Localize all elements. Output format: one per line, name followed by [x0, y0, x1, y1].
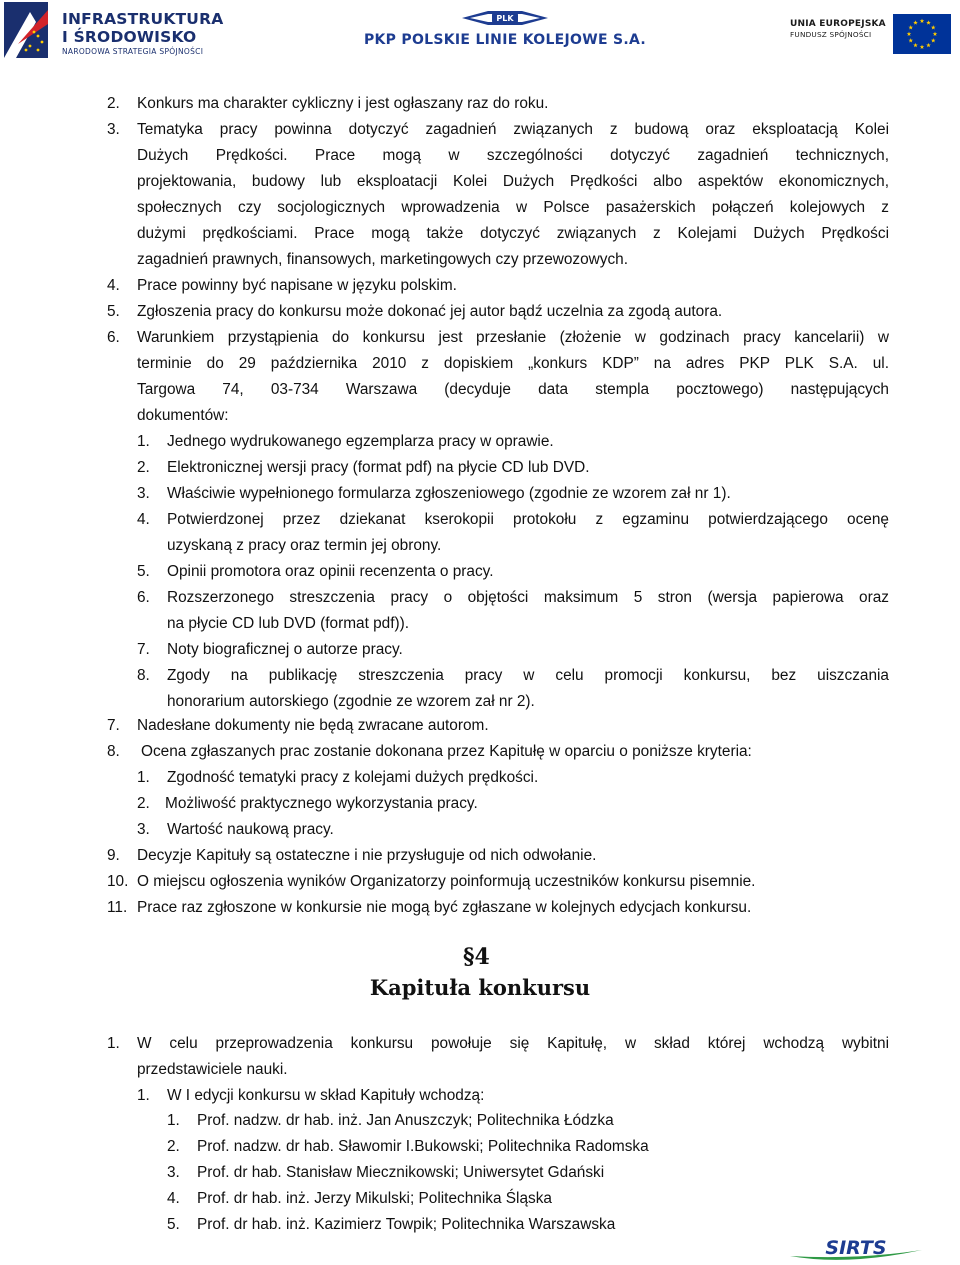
list-item-number: 3. — [107, 121, 120, 138]
list-item-number: 2. — [137, 459, 150, 476]
list-item-number: 5. — [107, 303, 120, 320]
list-item-number: 2. — [167, 1138, 180, 1155]
infrastruktura-mark-icon — [4, 2, 58, 58]
list-item-number: 2. — [107, 95, 120, 112]
list-item-text: dużymi prędkościami. Prace mogą także dotyczyć związanych z Kolejami Dużych Prędkości — [137, 224, 889, 242]
list-item-text: Prof. dr hab. inż. Jerzy Mikulski; Politechnika Śląska — [197, 1190, 552, 1207]
list-item-number: 1. — [137, 769, 150, 786]
list-item-text: Decyzje Kapituły są ostateczne i nie przysługuje od nich odwołanie. — [137, 847, 597, 864]
list-item-text: zagadnień prawnych, finansowych, marketingowych czy przewozowych. — [137, 250, 629, 268]
list-item-text: na płycie CD lub DVD (format pdf)). — [167, 614, 410, 632]
list-item-number: 7. — [107, 717, 120, 734]
list-item-text: Potwierdzonej przez dziekanat kserokopii protokołu z egzaminu potwierdzającego ocenę — [167, 511, 889, 528]
list-item-text: Jednego wydrukowanego egzemplarza pracy w oprawie. — [167, 433, 554, 450]
sirts-logo — [786, 1236, 926, 1262]
list-item-text: Opinii promotora oraz opinii recenzenta o pracy. — [167, 563, 494, 580]
eu-logo — [790, 12, 955, 56]
list-item-number: 4. — [137, 511, 150, 528]
list-item-text: Rozszerzonego streszczenia pracy o objętości maksimum 5 stron (wersja papierowa oraz — [167, 589, 889, 606]
list-item-text: Konkurs ma charakter cykliczny i jest ogłaszany raz do roku. — [137, 95, 549, 112]
list-item-number: 1. — [137, 1087, 150, 1104]
page-header — [0, 0, 960, 62]
sirts-text: SIRTS — [825, 1237, 887, 1259]
plk-wing-icon — [460, 6, 550, 30]
list-item-text: Prof. dr hab. inż. Kazimierz Towpik; Politechnika Warszawska — [197, 1216, 616, 1233]
eu-title: UNIA EUROPEJSKA — [790, 19, 886, 29]
list-item-number: 4. — [107, 277, 120, 294]
list-item-number: 3. — [137, 485, 150, 502]
list-item-text: Prof. dr hab. Stanisław Miecznikowski; Uniwersytet Gdański — [197, 1164, 605, 1181]
srodowisko-title: I ŚRODOWISKO — [62, 27, 197, 46]
plk-badge-text: PLK — [496, 14, 514, 23]
list-item-text: honorarium autorskiego (zgodnie ze wzorem zał nr 2). — [167, 692, 535, 710]
list-item-text: Noty biograficznej o autorze pracy. — [167, 641, 403, 658]
list-item-number: 6. — [107, 329, 120, 346]
list-item-text: Targowa 74, 03-734 Warszawa (decyduje data stempla pocztowego) następujących — [137, 380, 889, 398]
list-item-text: Zgody na publikację streszczenia pracy w celu promocji konkursu, bez uiszczania — [167, 667, 889, 684]
list-item-number: 1. — [167, 1112, 180, 1129]
list-item-number: 1. — [107, 1035, 120, 1052]
list-item-number: 11. — [107, 899, 128, 916]
list-item-text: Elektronicznej wersji pracy (format pdf) na płycie CD lub DVD. — [167, 459, 590, 476]
list-item-number: 10. — [107, 873, 129, 890]
list-item-text: projektowania, budowy lub eksploatacji Kolei Dużych Prędkości albo aspektów ekonomicznych, — [137, 172, 889, 190]
list-item-number: 5. — [167, 1216, 180, 1233]
list-item-text: W I edycji konkursu w skład Kapituły wchodzą: — [167, 1087, 485, 1104]
list-item-text: Prof. nadzw. dr hab. inż. Jan Anuszczyk; Politechnika Łódzka — [197, 1112, 614, 1129]
list-item-number: 4. — [167, 1190, 180, 1207]
list-item-text: Wartość naukową pracy. — [167, 821, 334, 838]
list-item-number: 1. — [137, 433, 150, 450]
list-item-text: przedstawiciele nauki. — [137, 1060, 288, 1078]
list-item-text: Prof. nadzw. dr hab. Sławomir I.Bukowski; Politechnika Radomska — [197, 1138, 649, 1155]
list-item-number: 9. — [107, 847, 120, 864]
list-item-text: Nadesłane dokumenty nie będą zwracane autorom. — [137, 717, 489, 734]
list-item-text: terminie do 29 października 2010 z dopiskiem „konkurs KDP” na adres PKP PLK S.A. ul. — [137, 354, 889, 372]
list-item-text: Prace powinny być napisane w języku polskim. — [137, 277, 457, 294]
list-item-number: 7. — [137, 641, 150, 658]
list-item-text: Ocena zgłaszanych prac zostanie dokonana przez Kapitułę w oparciu o poniższe kryteria: — [141, 743, 752, 760]
section-number: §4 — [463, 944, 490, 970]
infrastruktura-title: INFRASTRUKTURA — [62, 10, 224, 28]
list-item-text: Zgłoszenia pracy do konkursu może dokonać jej autor bądź uczelnia za zgodą autora. — [137, 303, 723, 320]
list-item-text: Dużych Prędkości. Prace mogą w szczególności dotyczyć zagadnień technicznych, — [137, 146, 889, 164]
list-item-number: 6. — [137, 589, 150, 606]
pkp-plk-logo — [360, 6, 650, 56]
list-item-text: uzyskaną z pracy oraz termin jej obrony. — [167, 536, 442, 554]
plk-company-name: PKP POLSKIE LINIE KOLEJOWE S.A. — [363, 32, 647, 48]
list-item-text: Właściwie wypełnionego formularza zgłoszeniowego (zgodnie ze wzorem zał nr 1). — [167, 485, 731, 502]
list-item-number: 8. — [137, 667, 150, 684]
strategy-subtitle: NARODOWA STRATEGIA SPÓJNOŚCI — [62, 47, 204, 56]
list-item-number: 2. — [137, 795, 150, 812]
eu-flag-icon — [893, 14, 951, 54]
list-item-number: 5. — [137, 563, 150, 580]
list-item-text: dokumentów: — [137, 406, 229, 424]
list-item-text: O miejscu ogłoszenia wyników Organizatorzy poinformują uczestników konkursu pisemnie. — [137, 873, 756, 890]
list-item-text: Zgodność tematyki pracy z kolejami dużych prędkości. — [167, 769, 539, 786]
list-item-text: Możliwość praktycznego wykorzystania pracy. — [165, 795, 478, 812]
list-item-number: 8. — [107, 743, 120, 760]
list-item-number: 3. — [167, 1164, 180, 1181]
section-title: Kapituła konkursu — [369, 975, 591, 1000]
eu-fund-name: FUNDUSZ SPÓJNOŚCI — [790, 30, 872, 39]
list-item-text: Warunkiem przystąpienia do konkursu jest przesłanie (złożenie w godzinach pracy kancelarii) w — [137, 329, 889, 346]
infrastruktura-logo — [4, 2, 234, 58]
list-item-number: 3. — [137, 821, 150, 838]
list-item-text: Tematyka pracy powinna dotyczyć zagadnień związanych z budową oraz eksploatacją Kolei — [137, 121, 889, 138]
list-item-text: społecznych czy socjologicznych wprowadzenia w Polsce pasażerskich połączeń kolejowych z — [137, 198, 889, 216]
list-item-text: W celu przeprowadzenia konkursu powołuje się Kapitułę, w skład której wchodzą wybitni — [137, 1035, 889, 1052]
list-item-text: Prace raz zgłoszone w konkursie nie mogą być zgłaszane w kolejnych edycjach konkursu. — [137, 899, 752, 916]
